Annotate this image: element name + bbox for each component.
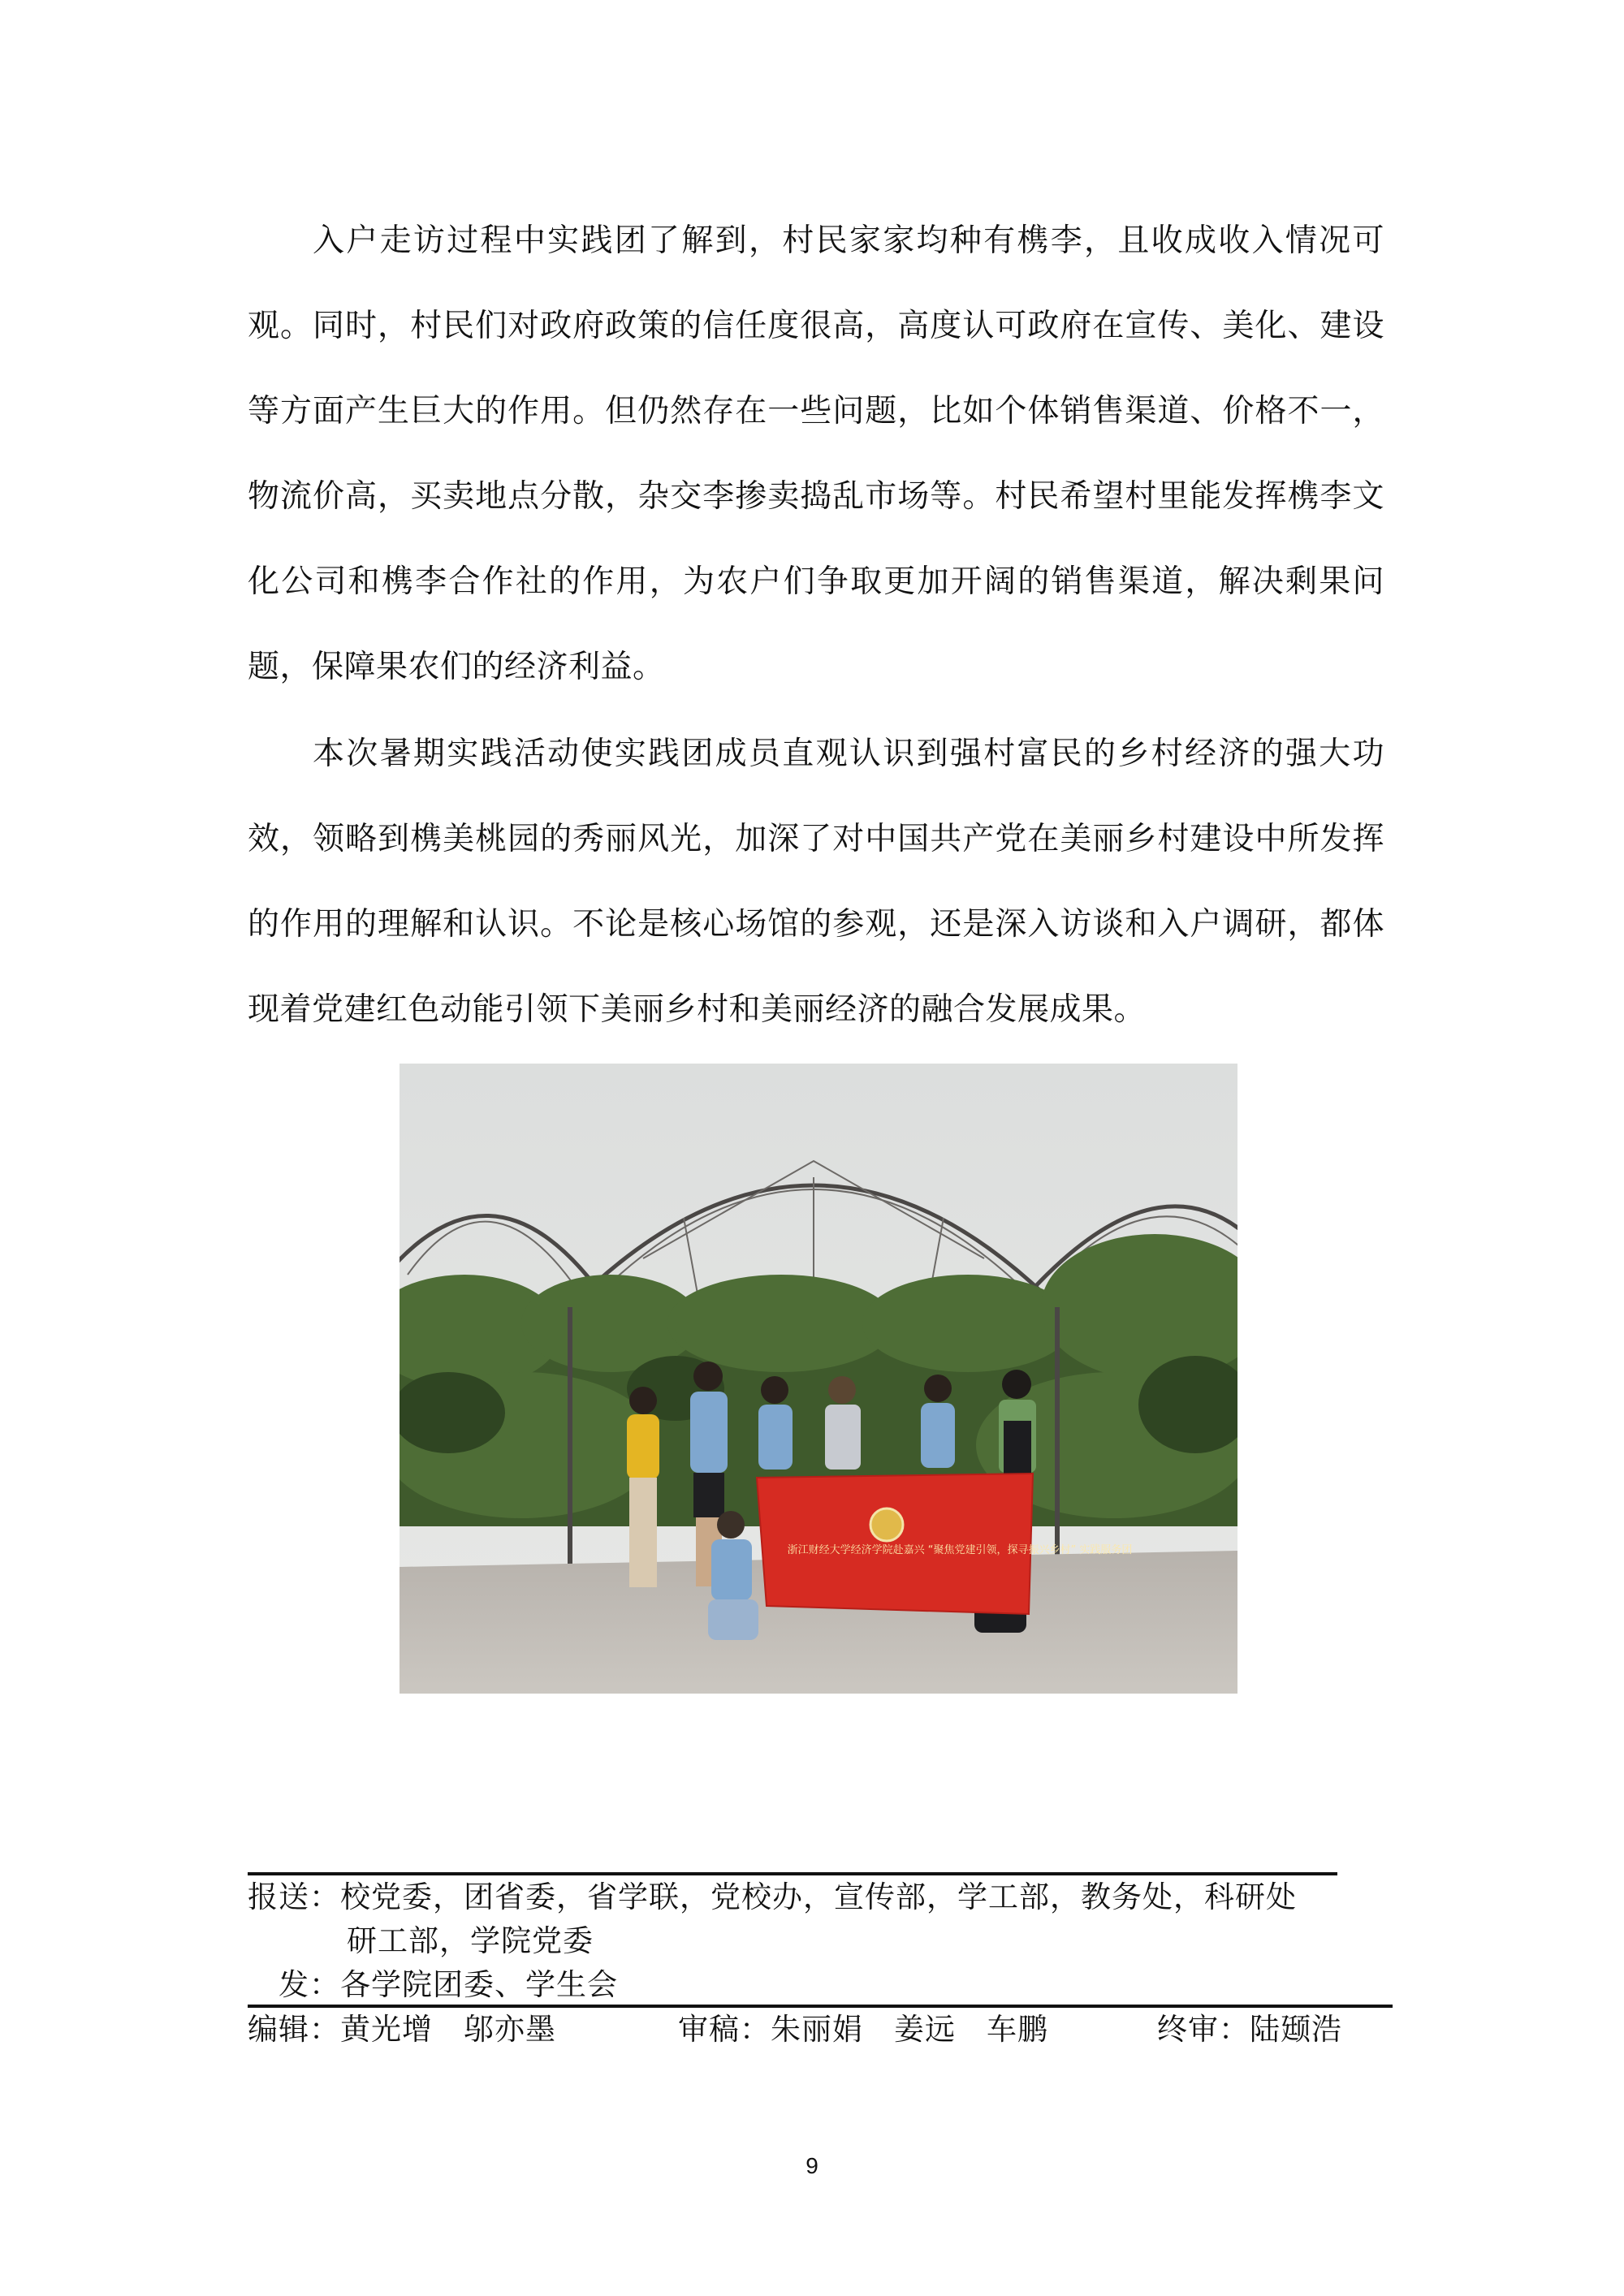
body-paragraph-1: 入户走访过程中实践团了解到，村民家家均种有槜李，且收成收入情况可观。同时，村民们对政府政策的信任度很高，高度认可政府在宣传、美化、建设等方面产生巨大的作用。但仍然存在一些问题，比如个体销售渠道、价格不一，物流价高，买卖地点分散，杂交李掺卖捣乱市场等。村民希望村里能发挥槜李文化公司和槜李合作社的作用，为农户们争取更加开阔的销售渠道，解决剩果问题，保障果农们的经济利益。: [248, 222, 1384, 685]
report-label: 报送：: [248, 1880, 340, 1914]
group-photo: [400, 1064, 1237, 1694]
report-recipients-continued: 研工部，学院党委: [347, 1923, 594, 1958]
footer-top-rule: [248, 1872, 1337, 1875]
footer-middle-rule: [248, 2005, 1393, 2008]
final-review-credit: 终审：陆颋浩: [1157, 2012, 1342, 2047]
report-line: [248, 1878, 1297, 1917]
body-paragraph-2: 本次暑期实践活动使实践团成员直观认识到强村富民的乡村经济的强大功效，领略到槜美桃园的秀丽风光，加深了对中国共产党在美丽乡村建设中所发挥的作用的理解和认识。不论是核心场馆的参观，还是深入访谈和入户调研，都体现着党建红色动能引领下美丽乡村和美丽经济的融合发展成果。: [248, 736, 1384, 1028]
distribute-line: [248, 1966, 618, 2005]
report-recipients: 校党委，团省委，省学联，党校办，宣传部，学工部，教务处，科研处: [340, 1880, 1297, 1914]
banner-text: 浙江财经大学经济学院赴嘉兴 “聚焦党建引领，探寻振兴乡村” 实践服务团: [787, 1544, 1133, 1556]
reviewer-credit: 审稿：朱丽娟 姜远 车鹏: [678, 2012, 1048, 2047]
distribute-label: 发：: [248, 1967, 340, 2002]
page-number: 9: [806, 2153, 818, 2178]
editor-credit: 编辑：黄光增 邬亦墨: [248, 2012, 556, 2047]
distribute-recipients: 各学院团委、学生会: [340, 1967, 618, 2002]
